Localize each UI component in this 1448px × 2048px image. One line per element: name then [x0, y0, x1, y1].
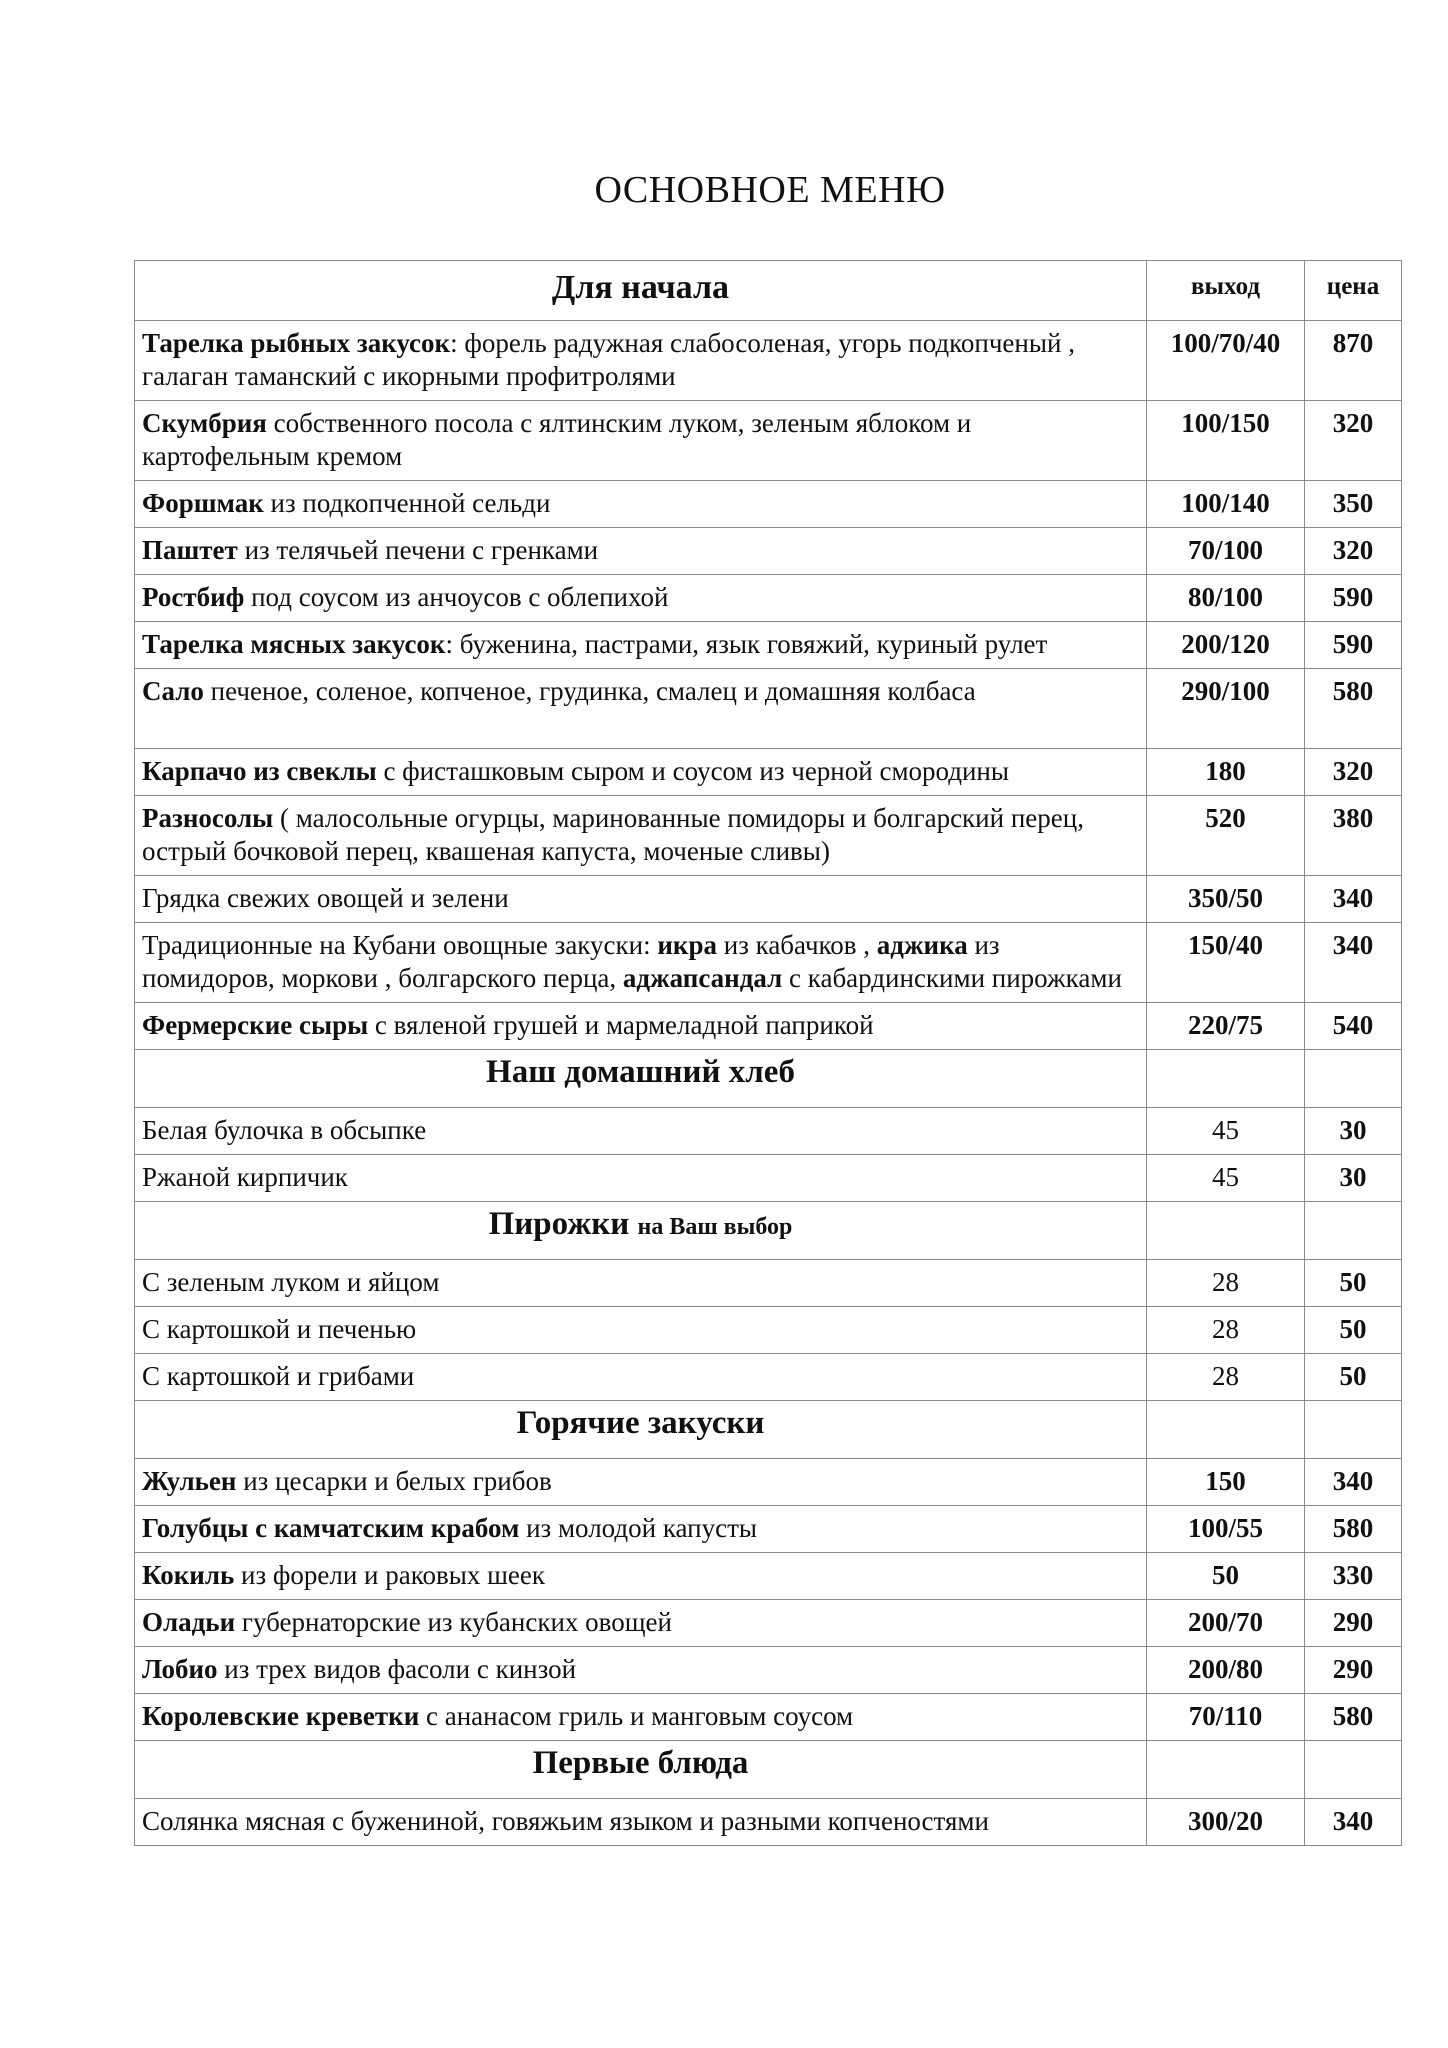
- item-price: 50: [1305, 1307, 1402, 1354]
- menu-item-row: [135, 1553, 1402, 1600]
- item-name: Оладьи: [142, 1607, 236, 1637]
- section-title-hot: Горячие закуски: [135, 1401, 1147, 1459]
- item-output: 290/100: [1147, 669, 1305, 749]
- menu-table: [134, 260, 1402, 1846]
- item-description: [135, 1459, 1147, 1506]
- item-output: 100/70/40: [1147, 321, 1305, 401]
- item-desc: печеное, соленое, копченое, грудинка, смалец и домашняя колбаса: [203, 676, 976, 706]
- item-description: С картошкой и грибами: [135, 1354, 1147, 1401]
- item-price: 320: [1305, 401, 1402, 481]
- item-name: Голубцы с камчатским крабом: [142, 1513, 520, 1543]
- item-desc: из цесарки и белых грибов: [236, 1466, 552, 1496]
- item-output: 200/80: [1147, 1647, 1305, 1694]
- item-output: 28: [1147, 1354, 1305, 1401]
- menu-item-row: [135, 1799, 1402, 1846]
- empty-cell: [1305, 1050, 1402, 1108]
- menu-item-row: [135, 1694, 1402, 1741]
- section-title-starters: Для начала: [135, 261, 1147, 321]
- item-output: 100/150: [1147, 401, 1305, 481]
- item-description: [135, 1600, 1147, 1647]
- menu-item-row: [135, 749, 1402, 796]
- item-price: 30: [1305, 1108, 1402, 1155]
- item-price: 580: [1305, 1694, 1402, 1741]
- item-description: Ржаной кирпичик: [135, 1155, 1147, 1202]
- section-row: [135, 1401, 1402, 1459]
- item-price: 590: [1305, 622, 1402, 669]
- page-title: ОСНОВНОЕ МЕНЮ: [594, 169, 946, 211]
- item-description: Белая булочка в обсыпке: [135, 1108, 1147, 1155]
- item-description: [135, 796, 1147, 876]
- menu-item-row: [135, 481, 1402, 528]
- item-name: Разносолы: [142, 803, 274, 833]
- empty-cell: [1147, 1202, 1305, 1260]
- item-desc: губернаторские из кубанских овощей: [235, 1607, 672, 1637]
- menu-item-row: [135, 1260, 1402, 1307]
- section-row: [135, 1050, 1402, 1108]
- item-price: 380: [1305, 796, 1402, 876]
- menu-item-row: [135, 1003, 1402, 1050]
- item-description: [135, 528, 1147, 575]
- item-price: 590: [1305, 575, 1402, 622]
- item-description: С зеленым луком и яйцом: [135, 1260, 1147, 1307]
- item-name: Паштет: [142, 535, 238, 565]
- item-description: [135, 1506, 1147, 1553]
- item-desc: собственного посола с ялтинским луком, зеленым яблоком и картофельным кремом: [142, 408, 972, 471]
- menu-item-row: [135, 575, 1402, 622]
- section-row: [135, 1741, 1402, 1799]
- item-price: 870: [1305, 321, 1402, 401]
- section-subtitle: на Ваш выбор: [637, 1214, 793, 1240]
- item-description: Грядка свежих овощей и зелени: [135, 876, 1147, 923]
- menu-item-row: [135, 1354, 1402, 1401]
- item-desc: из кабачков ,: [717, 930, 877, 960]
- item-output: 220/75: [1147, 1003, 1305, 1050]
- item-price: 30: [1305, 1155, 1402, 1202]
- item-output: 150/40: [1147, 923, 1305, 1003]
- item-description: [135, 1647, 1147, 1694]
- item-output: 80/100: [1147, 575, 1305, 622]
- item-output: 150: [1147, 1459, 1305, 1506]
- item-name: Кокиль: [142, 1560, 235, 1590]
- item-name: Королевские креветки: [142, 1701, 420, 1731]
- item-name: аджика: [876, 930, 968, 960]
- item-price: 330: [1305, 1553, 1402, 1600]
- item-price: 320: [1305, 749, 1402, 796]
- menu-item-row: [135, 796, 1402, 876]
- item-desc: из трех видов фасоли с кинзой: [217, 1654, 577, 1684]
- item-desc: Традиционные на Кубани овощные закуски:: [142, 930, 658, 960]
- section-title-bread: Наш домашний хлеб: [135, 1050, 1147, 1108]
- item-description: [135, 669, 1147, 749]
- column-header-output: выход: [1147, 261, 1305, 321]
- item-description: [135, 481, 1147, 528]
- section-title-text: Пирожки: [488, 1206, 630, 1242]
- item-description: [135, 1003, 1147, 1050]
- item-price: 320: [1305, 528, 1402, 575]
- item-name: Лобио: [142, 1654, 218, 1684]
- menu-item-row: [135, 622, 1402, 669]
- item-price: 290: [1305, 1647, 1402, 1694]
- item-price: 540: [1305, 1003, 1402, 1050]
- item-desc: с ананасом гриль и манговым соусом: [419, 1701, 854, 1731]
- empty-cell: [1305, 1741, 1402, 1799]
- item-price: 50: [1305, 1354, 1402, 1401]
- menu-item-row: [135, 923, 1402, 1003]
- item-output: 28: [1147, 1260, 1305, 1307]
- empty-cell: [1305, 1202, 1402, 1260]
- item-price: 580: [1305, 669, 1402, 749]
- item-price: 50: [1305, 1260, 1402, 1307]
- item-output: 300/20: [1147, 1799, 1305, 1846]
- empty-cell: [1305, 1401, 1402, 1459]
- item-output: 520: [1147, 796, 1305, 876]
- column-header-price: цена: [1305, 261, 1402, 321]
- item-description: [135, 1553, 1147, 1600]
- item-name: Скумбрия: [142, 408, 267, 438]
- menu-item-row: [135, 1108, 1402, 1155]
- item-desc: ( малосольные огурцы, маринованные помидоры и болгарский перец, острый бочковой перец, квашеная капуста, моченые сливы): [142, 803, 1084, 866]
- item-desc: из форели и раковых шеек: [234, 1560, 545, 1590]
- section-row: [135, 1202, 1402, 1260]
- menu-item-row: [135, 528, 1402, 575]
- item-output: 100/140: [1147, 481, 1305, 528]
- item-price: 340: [1305, 1459, 1402, 1506]
- menu-item-row: [135, 1506, 1402, 1553]
- item-desc: с фисташковым сыром и соусом из черной смородины: [376, 756, 1010, 786]
- item-output: 100/55: [1147, 1506, 1305, 1553]
- item-desc: из подкопченной сельди: [263, 488, 551, 518]
- item-description: [135, 1694, 1147, 1741]
- item-price: 350: [1305, 481, 1402, 528]
- menu-item-row: [135, 1647, 1402, 1694]
- item-desc: из телячьей печени с гренками: [237, 535, 599, 565]
- item-output: 28: [1147, 1307, 1305, 1354]
- item-output: 70/100: [1147, 528, 1305, 575]
- item-name: икра: [657, 930, 717, 960]
- empty-cell: [1147, 1401, 1305, 1459]
- item-output: 350/50: [1147, 876, 1305, 923]
- menu-item-row: [135, 1155, 1402, 1202]
- item-desc: из помидоров, моркови , болгарского перца,: [142, 930, 1000, 993]
- item-name: Сало: [142, 676, 204, 706]
- item-desc: : буженина, пастрами, язык говяжий, куриный рулет: [445, 629, 1048, 659]
- menu-item-row: [135, 669, 1402, 749]
- item-description: [135, 923, 1147, 1003]
- item-description: [135, 749, 1147, 796]
- item-name: Жульен: [142, 1466, 237, 1496]
- empty-cell: [1147, 1741, 1305, 1799]
- item-price: 580: [1305, 1506, 1402, 1553]
- menu-item-row: [135, 401, 1402, 481]
- item-name: аджапсандал: [622, 963, 783, 993]
- item-name: Фермерские сыры: [142, 1010, 369, 1040]
- menu-item-row: [135, 1600, 1402, 1647]
- item-output: 70/110: [1147, 1694, 1305, 1741]
- item-description: [135, 401, 1147, 481]
- item-desc: из молодой капусты: [519, 1513, 758, 1543]
- item-desc: под соусом из анчоусов с облепихой: [244, 582, 669, 612]
- item-output: 50: [1147, 1553, 1305, 1600]
- item-description: [135, 575, 1147, 622]
- item-price: 340: [1305, 923, 1402, 1003]
- item-name: Форшмак: [142, 488, 264, 518]
- menu-item-row: [135, 1459, 1402, 1506]
- item-name: Карпачо из свеклы: [142, 756, 377, 786]
- item-description: С картошкой и печенью: [135, 1307, 1147, 1354]
- item-name: Тарелка мясных закусок: [142, 629, 446, 659]
- section-title-pies: [135, 1202, 1147, 1260]
- item-price: 290: [1305, 1600, 1402, 1647]
- section-title-first-courses: Первые блюда: [135, 1741, 1147, 1799]
- item-description: Солянка мясная с бужениной, говяжьим языком и разными копченостями: [135, 1799, 1147, 1846]
- menu-item-row: [135, 876, 1402, 923]
- item-output: 45: [1147, 1155, 1305, 1202]
- item-desc: : форель радужная слабосоленая, угорь подкопченый , галаган таманский с икорными профитролями: [142, 328, 1075, 391]
- table-header-row: [135, 261, 1402, 321]
- item-desc: с вяленой грушей и мармеладной паприкой: [368, 1010, 874, 1040]
- item-output: 200/120: [1147, 622, 1305, 669]
- item-price: 340: [1305, 876, 1402, 923]
- item-price: 340: [1305, 1799, 1402, 1846]
- item-description: [135, 622, 1147, 669]
- item-name: Ростбиф: [142, 582, 245, 612]
- item-output: 45: [1147, 1108, 1305, 1155]
- menu-item-row: [135, 321, 1402, 401]
- item-description: [135, 321, 1147, 401]
- empty-cell: [1147, 1050, 1305, 1108]
- item-output: 200/70: [1147, 1600, 1305, 1647]
- item-desc: с кабардинскими пирожками: [782, 963, 1122, 993]
- item-output: 180: [1147, 749, 1305, 796]
- item-name: Тарелка рыбных закусок: [142, 328, 451, 358]
- menu-item-row: [135, 1307, 1402, 1354]
